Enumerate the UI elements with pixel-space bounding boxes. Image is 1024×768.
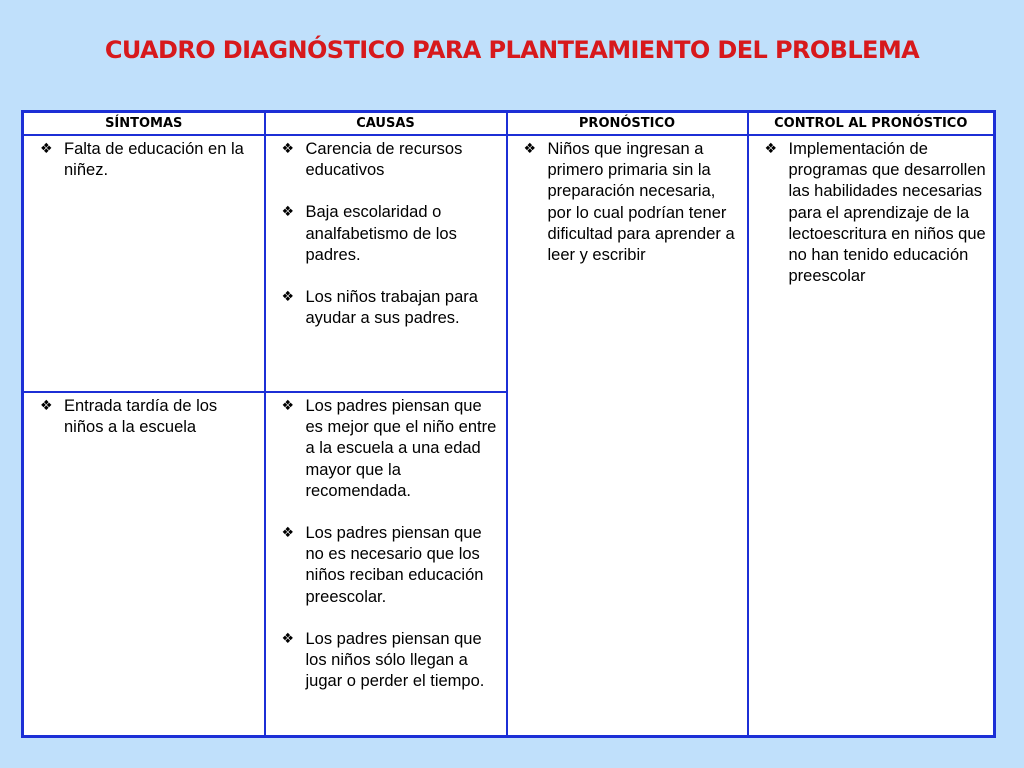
cell-causas <box>265 135 507 392</box>
diamond-bullet-icon: ❖ <box>281 141 295 157</box>
list-item <box>40 139 258 181</box>
diamond-bullet-icon: ❖ <box>281 398 295 414</box>
diagnostic-table <box>21 110 996 738</box>
item-text: Los padres piensan que es mejor que el niño entre a la escuela a una edad mayor que la recomendada. <box>305 397 497 500</box>
header-pronostico: PRONÓSTICO <box>507 112 748 136</box>
table-row <box>23 135 995 392</box>
list-item <box>282 523 500 608</box>
list-item <box>524 139 741 266</box>
cell-sintomas <box>23 392 265 737</box>
bullet-list <box>765 139 988 287</box>
header-control: CONTROL AL PRONÓSTICO <box>748 112 995 136</box>
list-item <box>282 629 500 693</box>
item-text: Niños que ingresan a primero primaria sin la preparación necesaria, por lo cual podrían tener dificultad para aprender a leer y escribir <box>547 140 735 265</box>
diamond-bullet-icon: ❖ <box>281 289 295 306</box>
diamond-bullet-icon: ❖ <box>523 141 537 157</box>
cell-pronostico <box>507 135 748 737</box>
bullet-list <box>40 396 258 438</box>
bullet-list <box>282 139 500 329</box>
list-item <box>40 396 258 438</box>
list-item <box>765 139 988 287</box>
diamond-bullet-icon: ❖ <box>40 398 53 414</box>
bullet-list <box>282 396 500 692</box>
cell-causas <box>265 392 507 737</box>
bullet-list <box>524 139 741 266</box>
diamond-bullet-icon: ❖ <box>40 141 53 157</box>
item-text: Implementación de programas que desarrollen las habilidades necesarias para el aprendizaje de la lectoescritura en niños que no han tenido educación preescolar <box>788 140 986 286</box>
item-text: Entrada tardía de los niños a la escuela <box>64 397 218 437</box>
item-text: Carencia de recursos educativos <box>305 140 463 180</box>
item-text: Los niños trabajan para ayudar a sus padres. <box>305 288 478 328</box>
list-item <box>282 139 500 181</box>
header-sintomas: SÍNTOMAS <box>23 112 265 136</box>
header-causas: CAUSAS <box>265 112 507 136</box>
item-text: Baja escolaridad o analfabetismo de los padres. <box>305 203 457 264</box>
item-text: Los padres piensan que no es necesario que los niños reciban educación preescolar. <box>305 524 484 606</box>
list-item <box>282 396 500 502</box>
cell-control <box>748 135 995 737</box>
cell-sintomas <box>23 135 265 392</box>
diamond-bullet-icon: ❖ <box>764 141 778 157</box>
list-item <box>282 202 500 266</box>
diamond-bullet-icon: ❖ <box>281 525 295 542</box>
bullet-list <box>40 139 258 181</box>
item-text: Falta de educación en la niñez. <box>64 140 244 180</box>
diamond-bullet-icon: ❖ <box>281 204 295 221</box>
slide-title: CUADRO DIAGNÓSTICO PARA PLANTEAMIENTO DEL PROBLEMA <box>104 36 920 64</box>
list-item <box>282 287 500 329</box>
item-text: Los padres piensan que los niños sólo llegan a jugar o perder el tiempo. <box>305 629 485 691</box>
header-row <box>23 112 995 136</box>
diamond-bullet-icon: ❖ <box>281 630 295 647</box>
